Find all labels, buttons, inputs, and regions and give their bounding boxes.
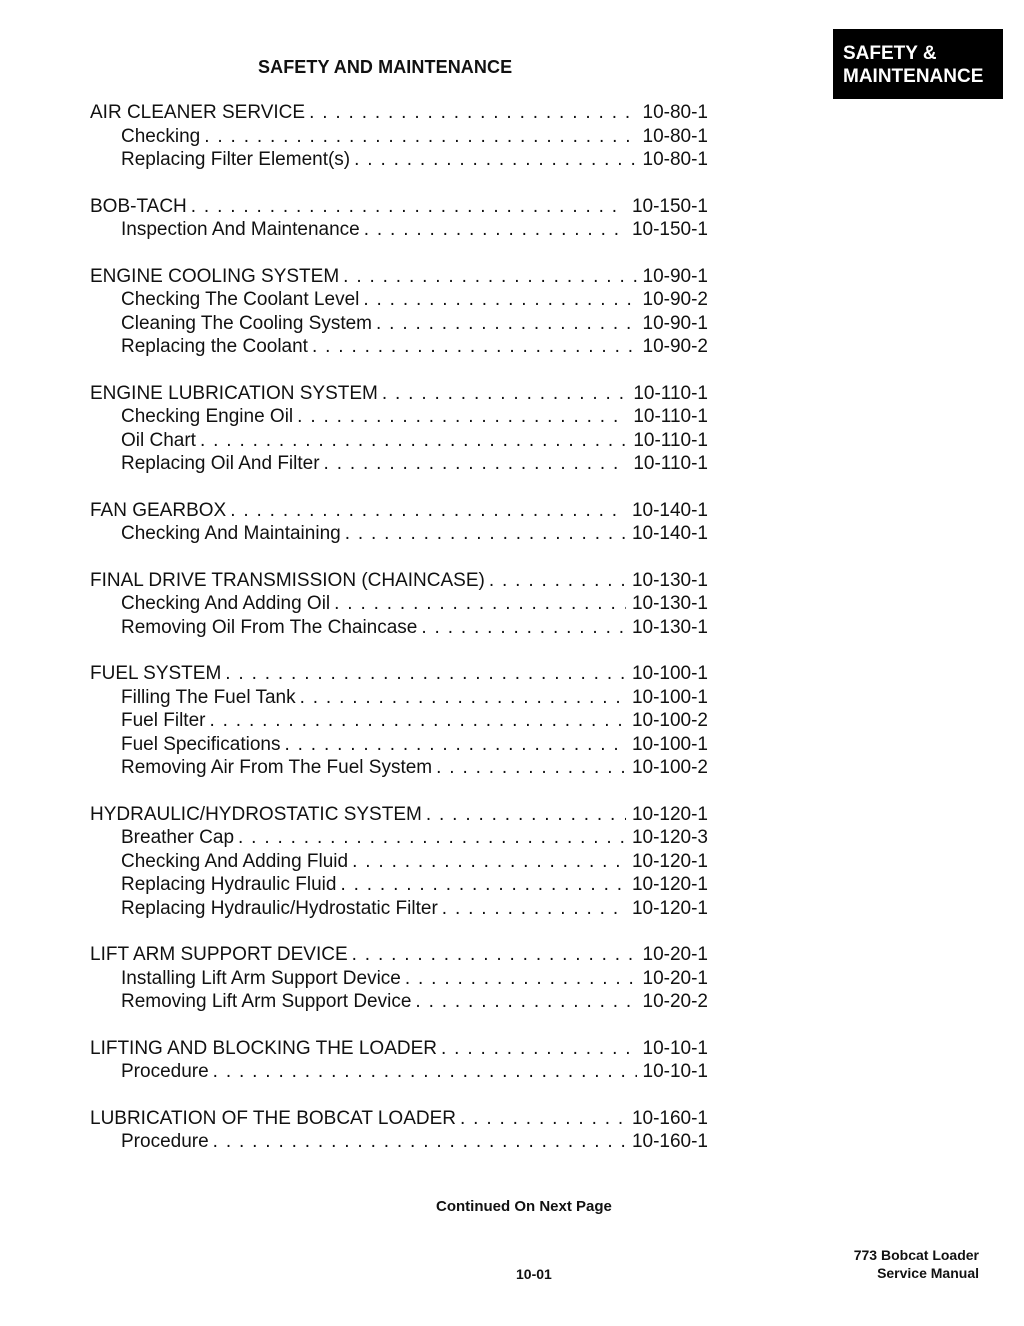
toc-sub-entry[interactable] xyxy=(90,148,708,172)
toc-sub-entry[interactable] xyxy=(90,826,708,850)
toc-sub-entry[interactable] xyxy=(90,897,708,921)
toc-sub-entry[interactable] xyxy=(90,522,708,546)
toc-entry-label: Inspection And Maintenance xyxy=(121,219,360,240)
section-tab-line1: SAFETY & xyxy=(843,43,937,64)
dot-leader xyxy=(415,990,636,1014)
page-title: SAFETY AND MAINTENANCE xyxy=(258,57,513,77)
dot-leader xyxy=(209,709,625,733)
toc-entry-label: Procedure xyxy=(121,1061,209,1082)
toc-entry-page: 10-110-1 xyxy=(633,429,708,451)
toc-sub-entry[interactable] xyxy=(90,1060,708,1084)
dot-leader xyxy=(191,195,626,219)
toc-heading-entry[interactable] xyxy=(90,943,708,967)
page-number: 10-01 xyxy=(516,1266,552,1282)
toc-sub-entry[interactable] xyxy=(90,335,708,359)
toc-section xyxy=(90,803,708,921)
dot-leader xyxy=(489,569,626,593)
toc-heading-entry[interactable] xyxy=(90,195,708,219)
toc-entry-label: FUEL SYSTEM xyxy=(90,663,222,684)
toc-heading-entry[interactable] xyxy=(90,265,708,289)
toc-entry-page: 10-140-1 xyxy=(631,523,708,544)
toc-section xyxy=(90,195,708,242)
toc-sub-entry[interactable] xyxy=(90,592,708,616)
dot-leader xyxy=(441,1037,636,1061)
toc-entry-page: 10-110-1 xyxy=(633,453,708,474)
toc-sub-entry[interactable] xyxy=(90,125,708,149)
toc-entry-page: 10-90-2 xyxy=(642,289,708,310)
toc-entry-label: Fuel Filter xyxy=(121,710,206,731)
dot-leader xyxy=(312,335,637,359)
continued-note: Continued On Next Page xyxy=(436,1198,612,1215)
toc-entry-label: Installing Lift Arm Support Device xyxy=(121,967,401,989)
toc-entry-label: LIFTING AND BLOCKING THE LOADER xyxy=(90,1037,438,1059)
toc-entry-label: ENGINE LUBRICATION SYSTEM xyxy=(90,382,378,404)
toc-entry-page: 10-120-1 xyxy=(631,803,708,825)
toc-entry-page: 10-120-1 xyxy=(631,897,708,919)
toc-sub-entry[interactable] xyxy=(90,218,708,242)
toc-heading-entry[interactable] xyxy=(90,101,708,125)
toc-entry-page: 10-100-1 xyxy=(631,686,708,708)
manual-title xyxy=(854,1246,979,1282)
dot-leader xyxy=(343,265,636,289)
toc-sub-entry[interactable] xyxy=(90,686,708,710)
toc-entry-page: 10-100-1 xyxy=(631,663,708,684)
toc-sub-entry[interactable] xyxy=(90,452,708,476)
toc-entry-label: Replacing Hydraulic/Hydrostatic Filter xyxy=(121,897,438,919)
toc-sub-entry[interactable] xyxy=(90,1130,708,1154)
toc-entry-label: Replacing the Coolant xyxy=(121,336,308,357)
toc-entry-label: Breather Cap xyxy=(121,827,235,848)
toc-entry-label: AIR CLEANER SERVICE xyxy=(90,102,306,123)
dot-leader xyxy=(460,1107,626,1131)
toc-sub-entry[interactable] xyxy=(90,756,708,780)
toc-entry-label: Fuel Specifications xyxy=(121,733,281,755)
toc-section xyxy=(90,499,708,546)
table-of-contents xyxy=(90,101,708,1177)
toc-sub-entry[interactable] xyxy=(90,405,708,429)
toc-entry-label: HYDRAULIC/HYDROSTATIC SYSTEM xyxy=(90,803,422,825)
dot-leader xyxy=(334,592,626,616)
toc-entry-page: 10-120-3 xyxy=(631,827,708,848)
toc-entry-label: Removing Oil From The Chaincase xyxy=(121,616,418,638)
toc-entry-page: 10-90-1 xyxy=(642,265,708,287)
dot-leader xyxy=(238,826,626,850)
toc-entry-page: 10-110-1 xyxy=(633,382,708,404)
toc-section xyxy=(90,265,708,359)
toc-sub-entry[interactable] xyxy=(90,873,708,897)
toc-entry-page: 10-20-2 xyxy=(642,991,708,1012)
toc-sub-entry[interactable] xyxy=(90,967,708,991)
manual-title-line2: Service Manual xyxy=(877,1265,979,1281)
toc-heading-entry[interactable] xyxy=(90,662,708,686)
dot-leader xyxy=(345,522,626,546)
toc-heading-entry[interactable] xyxy=(90,499,708,523)
dot-leader xyxy=(421,616,626,640)
dot-leader xyxy=(200,429,627,453)
toc-entry-label: Procedure xyxy=(121,1131,209,1152)
dot-leader xyxy=(376,312,636,336)
toc-section xyxy=(90,1037,708,1084)
toc-heading-entry[interactable] xyxy=(90,803,708,827)
toc-entry-page: 10-120-1 xyxy=(631,874,708,895)
toc-entry-page: 10-10-1 xyxy=(642,1037,708,1059)
toc-entry-page: 10-20-1 xyxy=(642,944,708,965)
toc-entry-label: Checking And Maintaining xyxy=(121,523,341,544)
toc-heading-entry[interactable] xyxy=(90,1037,708,1061)
toc-sub-entry[interactable] xyxy=(90,733,708,757)
toc-entry-page: 10-20-1 xyxy=(642,967,708,989)
toc-entry-page: 10-80-1 xyxy=(642,125,708,147)
dot-leader xyxy=(213,1130,626,1154)
toc-entry-page: 10-10-1 xyxy=(642,1061,708,1082)
toc-heading-entry[interactable] xyxy=(90,382,708,406)
toc-entry-page: 10-130-1 xyxy=(631,569,708,591)
dot-leader xyxy=(297,405,627,429)
toc-entry-label: Replacing Hydraulic Fluid xyxy=(121,874,337,895)
dot-leader xyxy=(309,101,636,125)
manual-title-line1: 773 Bobcat Loader xyxy=(853,1247,979,1263)
toc-entry-label: FAN GEARBOX xyxy=(90,499,227,521)
toc-entry-page: 10-100-2 xyxy=(631,757,708,778)
toc-entry-page: 10-80-1 xyxy=(642,149,708,170)
toc-entry-label: ENGINE COOLING SYSTEM xyxy=(90,265,340,287)
toc-entry-label: BOB-TACH xyxy=(90,195,187,217)
toc-section xyxy=(90,101,708,172)
toc-entry-page: 10-100-1 xyxy=(631,733,708,755)
dot-leader xyxy=(300,686,626,710)
section-tab-line2: MAINTENANCE xyxy=(843,66,984,87)
dot-leader xyxy=(442,897,626,921)
toc-entry-label: Cleaning The Cooling System xyxy=(121,312,373,334)
toc-heading-entry[interactable] xyxy=(90,1107,708,1131)
toc-entry-page: 10-160-1 xyxy=(631,1107,708,1129)
toc-entry-page: 10-90-1 xyxy=(642,312,708,334)
toc-entry-label: Replacing Oil And Filter xyxy=(121,453,320,474)
toc-heading-entry[interactable] xyxy=(90,569,708,593)
dot-leader xyxy=(225,662,626,686)
dot-leader xyxy=(204,125,636,149)
dot-leader xyxy=(352,850,626,874)
dot-leader xyxy=(426,803,626,827)
toc-section xyxy=(90,1107,708,1154)
toc-sub-entry[interactable] xyxy=(90,288,708,312)
toc-section xyxy=(90,569,708,640)
dot-leader xyxy=(382,382,627,406)
toc-sub-entry[interactable] xyxy=(90,429,708,453)
toc-entry-label: Filling The Fuel Tank xyxy=(121,686,296,708)
toc-entry-label: Oil Chart xyxy=(121,429,196,451)
toc-entry-page: 10-120-1 xyxy=(631,850,708,872)
dot-leader xyxy=(436,756,626,780)
dot-leader xyxy=(284,733,625,757)
dot-leader xyxy=(352,943,637,967)
toc-entry-label: Replacing Filter Element(s) xyxy=(121,149,351,170)
dot-leader xyxy=(230,499,626,523)
toc-entry-label: Checking And Adding Oil xyxy=(121,593,331,614)
toc-entry-label: FINAL DRIVE TRANSMISSION (CHAINCASE) xyxy=(90,569,485,591)
dot-leader xyxy=(213,1060,637,1084)
toc-sub-entry[interactable] xyxy=(90,312,708,336)
toc-sub-entry[interactable] xyxy=(90,990,708,1014)
toc-entry-page: 10-110-1 xyxy=(633,406,708,427)
toc-section xyxy=(90,382,708,476)
toc-entry-label: LIFT ARM SUPPORT DEVICE xyxy=(90,944,348,965)
toc-entry-label: Removing Air From The Fuel System xyxy=(121,757,433,778)
toc-entry-label: Checking And Adding Fluid xyxy=(121,850,349,872)
toc-section xyxy=(90,943,708,1014)
toc-entry-page: 10-80-1 xyxy=(642,102,708,123)
toc-entry-page: 10-130-1 xyxy=(631,593,708,614)
dot-leader xyxy=(354,148,636,172)
toc-entry-page: 10-150-1 xyxy=(631,219,708,240)
toc-entry-label: Removing Lift Arm Support Device xyxy=(121,991,412,1012)
toc-section xyxy=(90,662,708,780)
toc-entry-page: 10-90-2 xyxy=(642,336,708,357)
toc-entry-page: 10-100-2 xyxy=(631,710,708,731)
dot-leader xyxy=(364,218,626,242)
toc-sub-entry[interactable] xyxy=(90,850,708,874)
dot-leader xyxy=(405,967,637,991)
dot-leader xyxy=(340,873,626,897)
toc-entry-label: Checking The Coolant Level xyxy=(121,289,360,310)
toc-sub-entry[interactable] xyxy=(90,616,708,640)
toc-entry-page: 10-130-1 xyxy=(631,616,708,638)
toc-entry-page: 10-150-1 xyxy=(631,195,708,217)
toc-entry-page: 10-160-1 xyxy=(631,1131,708,1152)
toc-entry-page: 10-140-1 xyxy=(631,499,708,521)
dot-leader xyxy=(324,452,628,476)
toc-entry-label: Checking xyxy=(121,125,201,147)
toc-entry-label: Checking Engine Oil xyxy=(121,406,294,427)
toc-sub-entry[interactable] xyxy=(90,709,708,733)
section-tab xyxy=(833,29,1003,99)
dot-leader xyxy=(363,288,636,312)
toc-entry-label: LUBRICATION OF THE BOBCAT LOADER xyxy=(90,1107,456,1129)
